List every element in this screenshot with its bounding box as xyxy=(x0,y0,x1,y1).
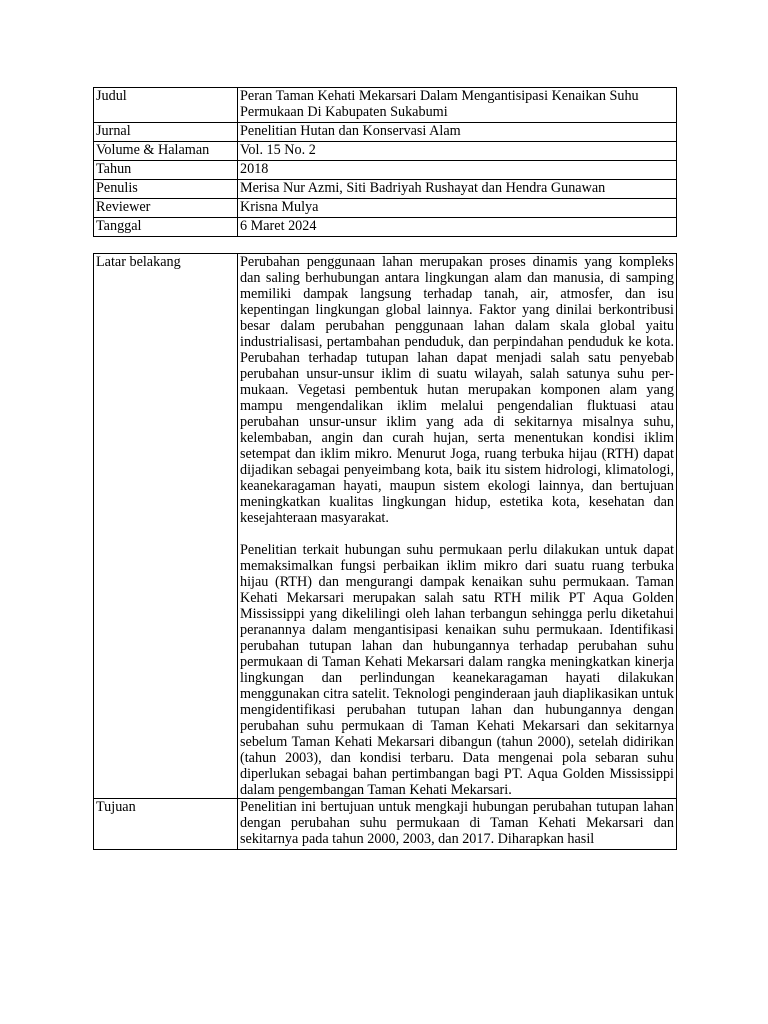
meta-value: 6 Maret 2024 xyxy=(238,218,677,237)
meta-label: Volume & Halaman xyxy=(94,142,238,161)
meta-value: Peran Taman Kehati Mekarsari Dalam Mengantisipasi Kenaikan Suhu Permukaan Di Kabupaten Sukabumi xyxy=(238,88,677,123)
meta-row-penulis xyxy=(94,180,677,199)
meta-value: Vol. 15 No. 2 xyxy=(238,142,677,161)
metadata-table xyxy=(93,87,677,237)
meta-label: Jurnal xyxy=(94,123,238,142)
section-body-latar-belakang xyxy=(238,254,677,799)
latar-paragraph-1: Perubahan penggunaan lahan merupakan proses dinamis yang kompleks dan saling berhubungan antara lingkungan alam dan manusia, di samping memiliki dampak langsung terhadap tanah, air, atmosfer, dan isu kepentingan lingkungan global lainnya. Faktor yang dinilai berkontribusi besar dalam perubahan penggunaan lahan dalam skala global yaitu industrialisasi, pertambahan penduduk, dan perpindahan penduduk ke kota. Perubahan terhadap tutupan lahan dapat menjadi salah satu penyebab perubahan unsur-unsur iklim di suatu wilayah, salah satunya suhu per-mukaan. Vegetasi pembentuk hutan merupakan komponen alam yang mampu mengendalikan iklim melalui pengendalian fluktuasi atau perubahan unsur-unsur iklim yang ada di sekitarnya misalnya suhu, kelembaban, angin dan curah hujan, serta menentukan kondisi iklim setempat dan iklim mikro. Menurut Joga, ruang terbuka hijau (RTH) dapat dijadikan sebagai penyeimbang kota, baik itu sistem hidrologi, klimatologi, keanekaragaman hayati, maupun sistem ekologi lainnya, dan bertujuan meningkatkan kualitas lingkungan hidup, estetika kota, kesehatan dan kesejahteraan masyarakat. xyxy=(240,254,674,526)
meta-row-reviewer xyxy=(94,199,677,218)
section-label-tujuan: Tujuan xyxy=(94,799,238,850)
meta-row-jurnal xyxy=(94,123,677,142)
meta-value: Merisa Nur Azmi, Siti Badriyah Rushayat dan Hendra Gunawan xyxy=(238,180,677,199)
content-row-latar-belakang xyxy=(94,254,677,799)
review-content-table xyxy=(93,253,677,850)
meta-value: 2018 xyxy=(238,161,677,180)
meta-label: Judul xyxy=(94,88,238,123)
meta-row-judul xyxy=(94,88,677,123)
meta-label: Reviewer xyxy=(94,199,238,218)
section-body-tujuan xyxy=(238,799,677,850)
meta-label: Tanggal xyxy=(94,218,238,237)
meta-label: Tahun xyxy=(94,161,238,180)
tujuan-paragraph: Penelitian ini bertujuan untuk mengkaji hubungan perubahan tutupan lahan dengan perubahan suhu permukaan di Taman Kehati Mekarsari dan sekitarnya pada tahun 2000, 2003, dan 2017. Diharapkan hasil xyxy=(240,799,674,847)
meta-row-tahun xyxy=(94,161,677,180)
content-row-tujuan xyxy=(94,799,677,850)
meta-row-volume xyxy=(94,142,677,161)
meta-value: Penelitian Hutan dan Konservasi Alam xyxy=(238,123,677,142)
section-label-latar-belakang: Latar belakang xyxy=(94,254,238,799)
meta-row-tanggal xyxy=(94,218,677,237)
meta-label: Penulis xyxy=(94,180,238,199)
tujuan-clip xyxy=(240,799,674,849)
meta-value: Krisna Mulya xyxy=(238,199,677,218)
latar-paragraph-2: Penelitian terkait hubungan suhu permukaan perlu dilakukan untuk dapat memaksimalkan fungsi perbaikan iklim mikro dari suatu ruang terbuka hijau (RTH) dan mengurangi dampak kenaikan suhu permukaan. Taman Kehati Mekarsari merupakan salah satu RTH milik PT Aqua Golden Mississippi yang dikelilingi oleh lahan terbangun sehingga perlu diketahui peranannya dalam mengantisipasi kenaikan suhu permukaan. Identifikasi perubahan tutupan lahan dan hubungannya terhadap perubahan suhu permukaan di Taman Kehati Mekarsari dalam rangka meningkatkan kinerja lingkungan dan perlindungan keanekaragaman hayati dilakukan menggunakan citra satelit. Teknologi penginderaan jauh diaplikasikan untuk mengidentifikasi perubahan tutupan lahan dan hubungannya dengan perubahan suhu permukaan di Taman Kehati Mekarsari dan sekitarnya sebelum Taman Kehati Mekarsari dibangun (tahun 2000), setelah didirikan (tahun 2003), dan kondisi terbaru. Data mengenai pola sebaran suhu diperlukan sebagai bahan pertimbangan bagi PT. Aqua Golden Mississippi dalam pengembangan Taman Kehati Mekarsari. xyxy=(240,542,674,798)
paragraph-spacer xyxy=(240,526,674,542)
